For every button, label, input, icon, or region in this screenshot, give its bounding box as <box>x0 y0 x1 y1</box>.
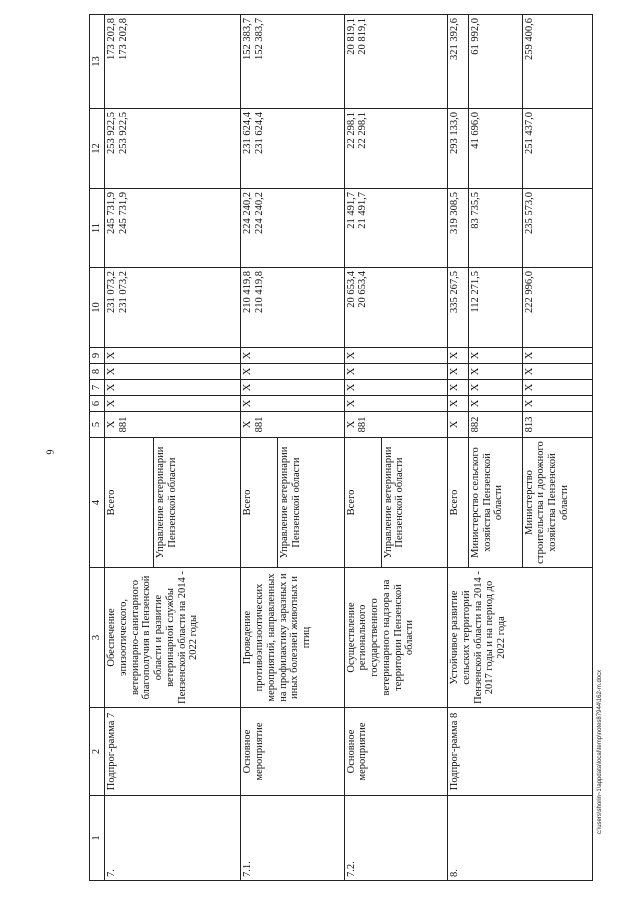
exec-value: 224 240,2 <box>254 192 266 234</box>
budget-code: 881 <box>254 416 266 433</box>
exec-value: 173 202,8 <box>117 18 129 60</box>
budget-code: 881 <box>357 416 369 433</box>
column-header: 6 <box>90 396 105 412</box>
exec-value: 20 653,4 <box>357 271 369 308</box>
exec-value: 259 400,6 <box>522 15 592 109</box>
row-title: Обеспечение эпизоотического, ветеринарно-санитарного благополучия в Пензенской области и развитие ветеринарной службы Пензенской области на 2014 - 2022 годы <box>105 568 241 708</box>
x-mark: X <box>468 380 522 396</box>
total-value: 173 202,8 <box>106 18 117 60</box>
footer-file-path: c:\users\shorin~1\appdata\local\temp\notes87944\162-m.docx <box>597 669 603 835</box>
total-value: 20 653,4 <box>345 271 357 308</box>
row-number: 8. <box>448 796 593 881</box>
column-header: 1 <box>90 796 105 881</box>
row-number: 7.2. <box>344 796 447 881</box>
budget-code-cell <box>241 412 344 438</box>
x-mark: X <box>242 420 254 429</box>
x-mark: X <box>241 364 344 380</box>
row-title: Проведение противоэпизоотических мероприятий, направленных на профилактику заразных и иных болезней животных и птиц <box>241 568 344 708</box>
budget-code-cell <box>344 412 447 438</box>
executor: Управление ветеринарии Пензенской области <box>153 438 241 568</box>
total-value: 152 383,7 <box>242 18 254 60</box>
column-header: 9 <box>90 348 105 364</box>
exec-value: 41 696,0 <box>468 109 522 189</box>
x-mark: X <box>448 380 469 396</box>
value-col-12 <box>105 109 241 189</box>
table-row-8 <box>448 15 469 881</box>
row-type: Подпрог-рамма 7 <box>105 708 241 796</box>
table-row-7-2 <box>344 15 381 881</box>
total-value: 253 922,5 <box>106 112 117 154</box>
column-header: 10 <box>90 268 105 348</box>
total-value: 20 819,1 <box>345 18 357 55</box>
column-header: 13 <box>90 15 105 109</box>
x-mark: X <box>105 348 241 364</box>
x-mark: X <box>241 396 344 412</box>
column-header: 3 <box>90 568 105 708</box>
x-mark: X <box>105 396 241 412</box>
total-value: 321 392,6 <box>448 15 469 109</box>
exec-value: 21 491,7 <box>357 192 369 229</box>
value-col-10 <box>241 268 344 348</box>
column-header: 12 <box>90 109 105 189</box>
total-value: 335 267,5 <box>448 268 469 348</box>
x-mark: X <box>448 364 469 380</box>
total-value: 231 073,2 <box>106 271 117 313</box>
total-label: Всего <box>448 438 469 568</box>
x-mark: X <box>105 380 241 396</box>
exec-value: 231 624,4 <box>254 112 266 154</box>
row-number: 7. <box>105 796 241 881</box>
x-mark: X <box>468 396 522 412</box>
exec-value: 251 437,0 <box>522 109 592 189</box>
exec-value: 83 735,5 <box>468 189 522 268</box>
value-col-11 <box>241 189 344 268</box>
exec-value: 253 922,5 <box>117 112 129 154</box>
exec-value: 210 419,8 <box>254 271 266 313</box>
page-number: 6 <box>43 449 55 455</box>
x-mark: X <box>344 348 447 364</box>
executor: Управление ветеринарии Пензенской области <box>381 438 447 568</box>
column-header: 4 <box>90 438 105 568</box>
value-col-13 <box>344 15 447 109</box>
column-header: 8 <box>90 364 105 380</box>
x-mark: X <box>448 412 469 438</box>
exec-value: 231 073,2 <box>117 271 129 313</box>
total-value: 22 298,1 <box>345 112 357 149</box>
x-mark: X <box>468 348 522 364</box>
exec-value: 222 996,0 <box>522 268 592 348</box>
exec-value: 112 271,5 <box>468 268 522 348</box>
x-mark: X <box>344 364 447 380</box>
column-header: 11 <box>90 189 105 268</box>
executor: Министерство сельского хозяйства Пензенской области <box>468 438 522 568</box>
total-value: 245 731,9 <box>106 192 117 234</box>
x-mark: X <box>522 364 592 380</box>
value-col-11 <box>344 189 447 268</box>
exec-value: 235 573,0 <box>522 189 592 268</box>
budget-code-cell <box>105 412 241 438</box>
total-label: Всего <box>344 438 381 568</box>
row-title: Устойчивое развитие сельских территорий Пензенской области на 2014 - 2017 годы и на период до 2022 года <box>448 568 593 708</box>
budget-table-rotated <box>89 15 593 881</box>
executor: Управление ветеринарии Пензенской области <box>278 438 344 568</box>
exec-value: 22 298,1 <box>357 112 369 149</box>
x-mark: X <box>448 396 469 412</box>
total-value: 293 133,0 <box>448 109 469 189</box>
value-col-11 <box>105 189 241 268</box>
table-row-7-1 <box>241 15 278 881</box>
x-mark: X <box>106 420 117 429</box>
exec-value: 152 383,7 <box>254 18 266 60</box>
row-type: Основное мероприятие <box>344 708 447 796</box>
value-col-12 <box>344 109 447 189</box>
x-mark: X <box>105 364 241 380</box>
total-value: 21 491,7 <box>345 192 357 229</box>
exec-value: 61 992,0 <box>468 15 522 109</box>
column-header: 7 <box>90 380 105 396</box>
exec-value: 20 819,1 <box>357 18 369 55</box>
x-mark: X <box>241 348 344 364</box>
budget-code: 881 <box>117 416 129 433</box>
column-header: 2 <box>90 708 105 796</box>
budget-table <box>89 14 593 881</box>
x-mark: X <box>241 380 344 396</box>
total-value: 231 624,4 <box>242 112 254 154</box>
x-mark: X <box>448 348 469 364</box>
total-value: 224 240,2 <box>242 192 254 234</box>
row-type: Основное мероприятие <box>241 708 344 796</box>
total-value: 319 308,5 <box>448 189 469 268</box>
row-number: 7.1. <box>241 796 344 881</box>
value-col-12 <box>241 109 344 189</box>
budget-code: 882 <box>468 412 522 438</box>
table-row-7 <box>105 15 154 881</box>
total-value: 210 419,8 <box>242 271 254 313</box>
total-label: Всего <box>241 438 278 568</box>
row-type: Подпрог-рамма 8 <box>448 708 593 796</box>
value-col-13 <box>105 15 241 109</box>
value-col-10 <box>105 268 241 348</box>
x-mark: X <box>522 396 592 412</box>
exec-value: 245 731,9 <box>117 192 129 234</box>
x-mark: X <box>522 380 592 396</box>
value-col-13 <box>241 15 344 109</box>
executor: Министерство строительства и дорожного хозяйства Пензенской области <box>522 438 592 568</box>
row-title: Осуществление регионального государственного ветеринарного надзора на территории Пензенской области <box>344 568 447 708</box>
x-mark: X <box>345 420 357 429</box>
total-label: Всего <box>105 438 154 568</box>
x-mark: X <box>468 364 522 380</box>
x-mark: X <box>344 396 447 412</box>
budget-code: 813 <box>522 412 592 438</box>
x-mark: X <box>522 348 592 364</box>
column-header: 5 <box>90 412 105 438</box>
value-col-10 <box>344 268 447 348</box>
header-row <box>90 15 105 881</box>
x-mark: X <box>344 380 447 396</box>
